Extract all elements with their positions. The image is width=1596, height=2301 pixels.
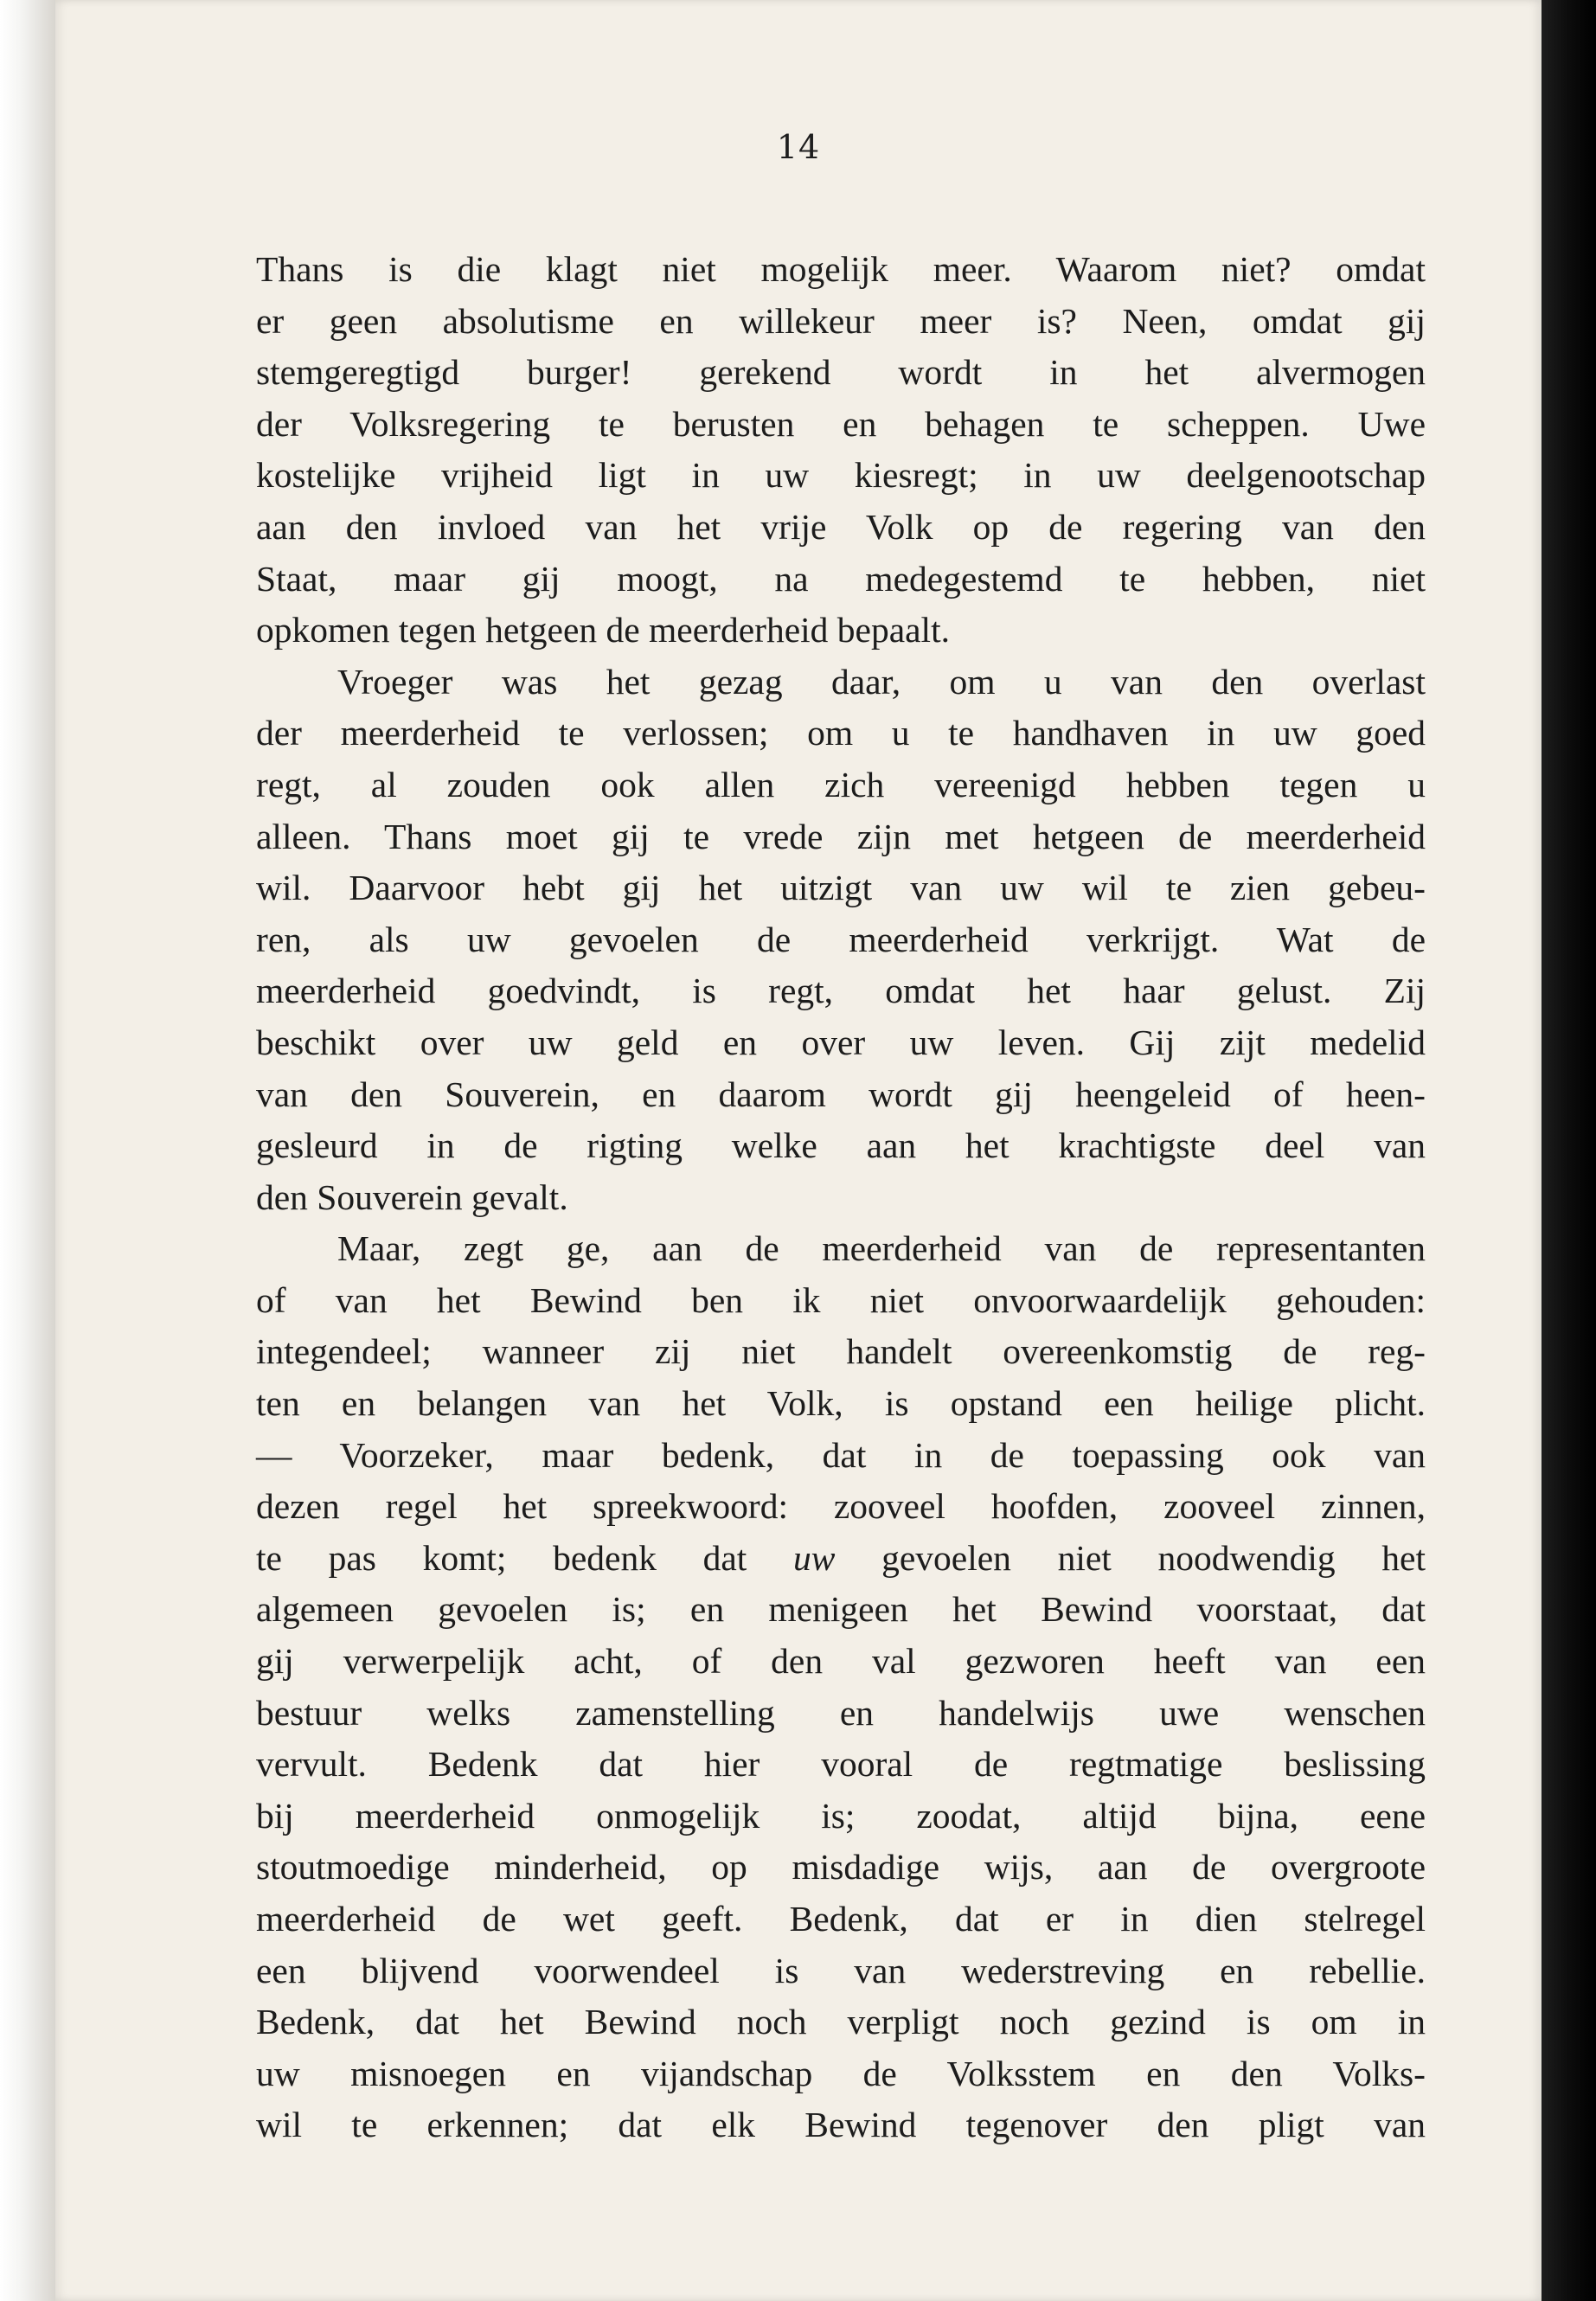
body-text (256, 244, 1426, 2151)
text-line: regt, al zouden ook allen zich vereenigd hebben tegen u (256, 764, 1426, 804)
text-line: beschikt over uw geld en over uw leven. Gij zijt medelid (256, 1022, 1426, 1062)
text-line: of van het Bewind ben ik niet onvoorwaardelijk gehouden: (256, 1279, 1426, 1320)
text-line: stoutmoedige minderheid, op misdadige wijs, aan de overgroote (256, 1847, 1426, 1888)
text-line: der Volksregering te berusten en behagen te scheppen. Uwe (256, 403, 1426, 444)
text-line: Maar, zegt ge, aan de meerderheid van de representanten (337, 1228, 1426, 1269)
text-line: der meerderheid te verlossen; om u te handhaven in uw goed (256, 713, 1426, 753)
text-line: wil. Daarvoor hebt gij het uitzigt van uw wil te zien gebeu- (256, 868, 1426, 908)
text-line: dezen regel het spreekwoord: zooveel hoofden, zooveel zinnen, (256, 1486, 1426, 1527)
text-line: ren, als uw gevoelen de meerderheid verkrijgt. Wat de (256, 919, 1426, 959)
text-line (256, 1533, 1426, 1585)
text-line: bij meerderheid onmogelijk is; zoodat, altijd bijna, eene (256, 1795, 1426, 1836)
book-page (55, 0, 1542, 2301)
text-line: aan den invloed van het vrije Volk op de regering van den (256, 506, 1426, 547)
text-line: stemgeregtigd burger! gerekend wordt in het alvermogen (256, 352, 1426, 393)
text-line: alleen. Thans moet gij te vrede zijn met hetgeen de meerderheid (256, 816, 1426, 856)
text-line: integendeel; wanneer zij niet handelt overeenkomstig de reg- (256, 1331, 1426, 1372)
text-line: algemeen gevoelen is; en menigeen het Bewind voorstaat, dat (256, 1589, 1426, 1630)
text-line: Staat, maar gij moogt, na medegestemd te hebben, niet (256, 558, 1426, 599)
text-line: van den Souverein, en daarom wordt gij heengeleid of heen- (256, 1074, 1426, 1114)
text-line: — Voorzeker, maar bedenk, dat in de toepassing ook van (256, 1434, 1426, 1475)
book-spine-shadow (1542, 0, 1596, 2301)
text-line: meerderheid goedvindt, is regt, omdat het haar gelust. Zij (256, 971, 1426, 1011)
text-fragment: gevoelen niet noodwendig het (835, 1537, 1426, 1578)
text-line: Vroeger was het gezag daar, om u van den overlast (337, 661, 1426, 702)
text-line: wil te erkennen; dat elk Bewind tegenover den pligt van (256, 2105, 1426, 2145)
text-line: uw misnoegen en vijandschap de Volksstem en den Volks- (256, 2053, 1426, 2093)
text-line: gesleurd in de rigting welke aan het krachtigste deel van (256, 1125, 1426, 1166)
text-line: er geen absolutisme en willekeur meer is? Neen, omdat gij (256, 300, 1426, 341)
text-line: ten en belangen van het Volk, is opstand een heilige plicht. (256, 1383, 1426, 1424)
scan-left-margin (0, 0, 55, 2301)
text-line: den Souverein gevalt. (256, 1176, 568, 1217)
text-fragment: te pas komt; bedenk dat (256, 1537, 793, 1578)
text-line: meerderheid de wet geeft. Bedenk, dat er in dien stelregel (256, 1899, 1426, 1939)
text-line: een blijvend voorwendeel is van wederstreving en rebellie. (256, 1950, 1426, 1990)
text-line: opkomen tegen hetgeen de meerderheid bepaalt. (256, 610, 950, 651)
page-number: 14 (776, 128, 821, 166)
text-line: Bedenk, dat het Bewind noch verpligt noch gezind is om in (256, 2002, 1426, 2042)
text-line: bestuur welks zamenstelling en handelwijs uwe wenschen (256, 1692, 1426, 1733)
emphasized-word: uw (793, 1537, 836, 1578)
text-line: gij verwerpelijk acht, of den val gezworen heeft van een (256, 1641, 1426, 1682)
text-line: vervult. Bedenk dat hier vooral de regtmatige beslissing (256, 1744, 1426, 1785)
text-line: Thans is die klagt niet mogelijk meer. Waarom niet? omdat (256, 249, 1426, 289)
text-line: kostelijke vrijheid ligt in uw kiesregt; in uw deelgenootschap (256, 455, 1426, 496)
